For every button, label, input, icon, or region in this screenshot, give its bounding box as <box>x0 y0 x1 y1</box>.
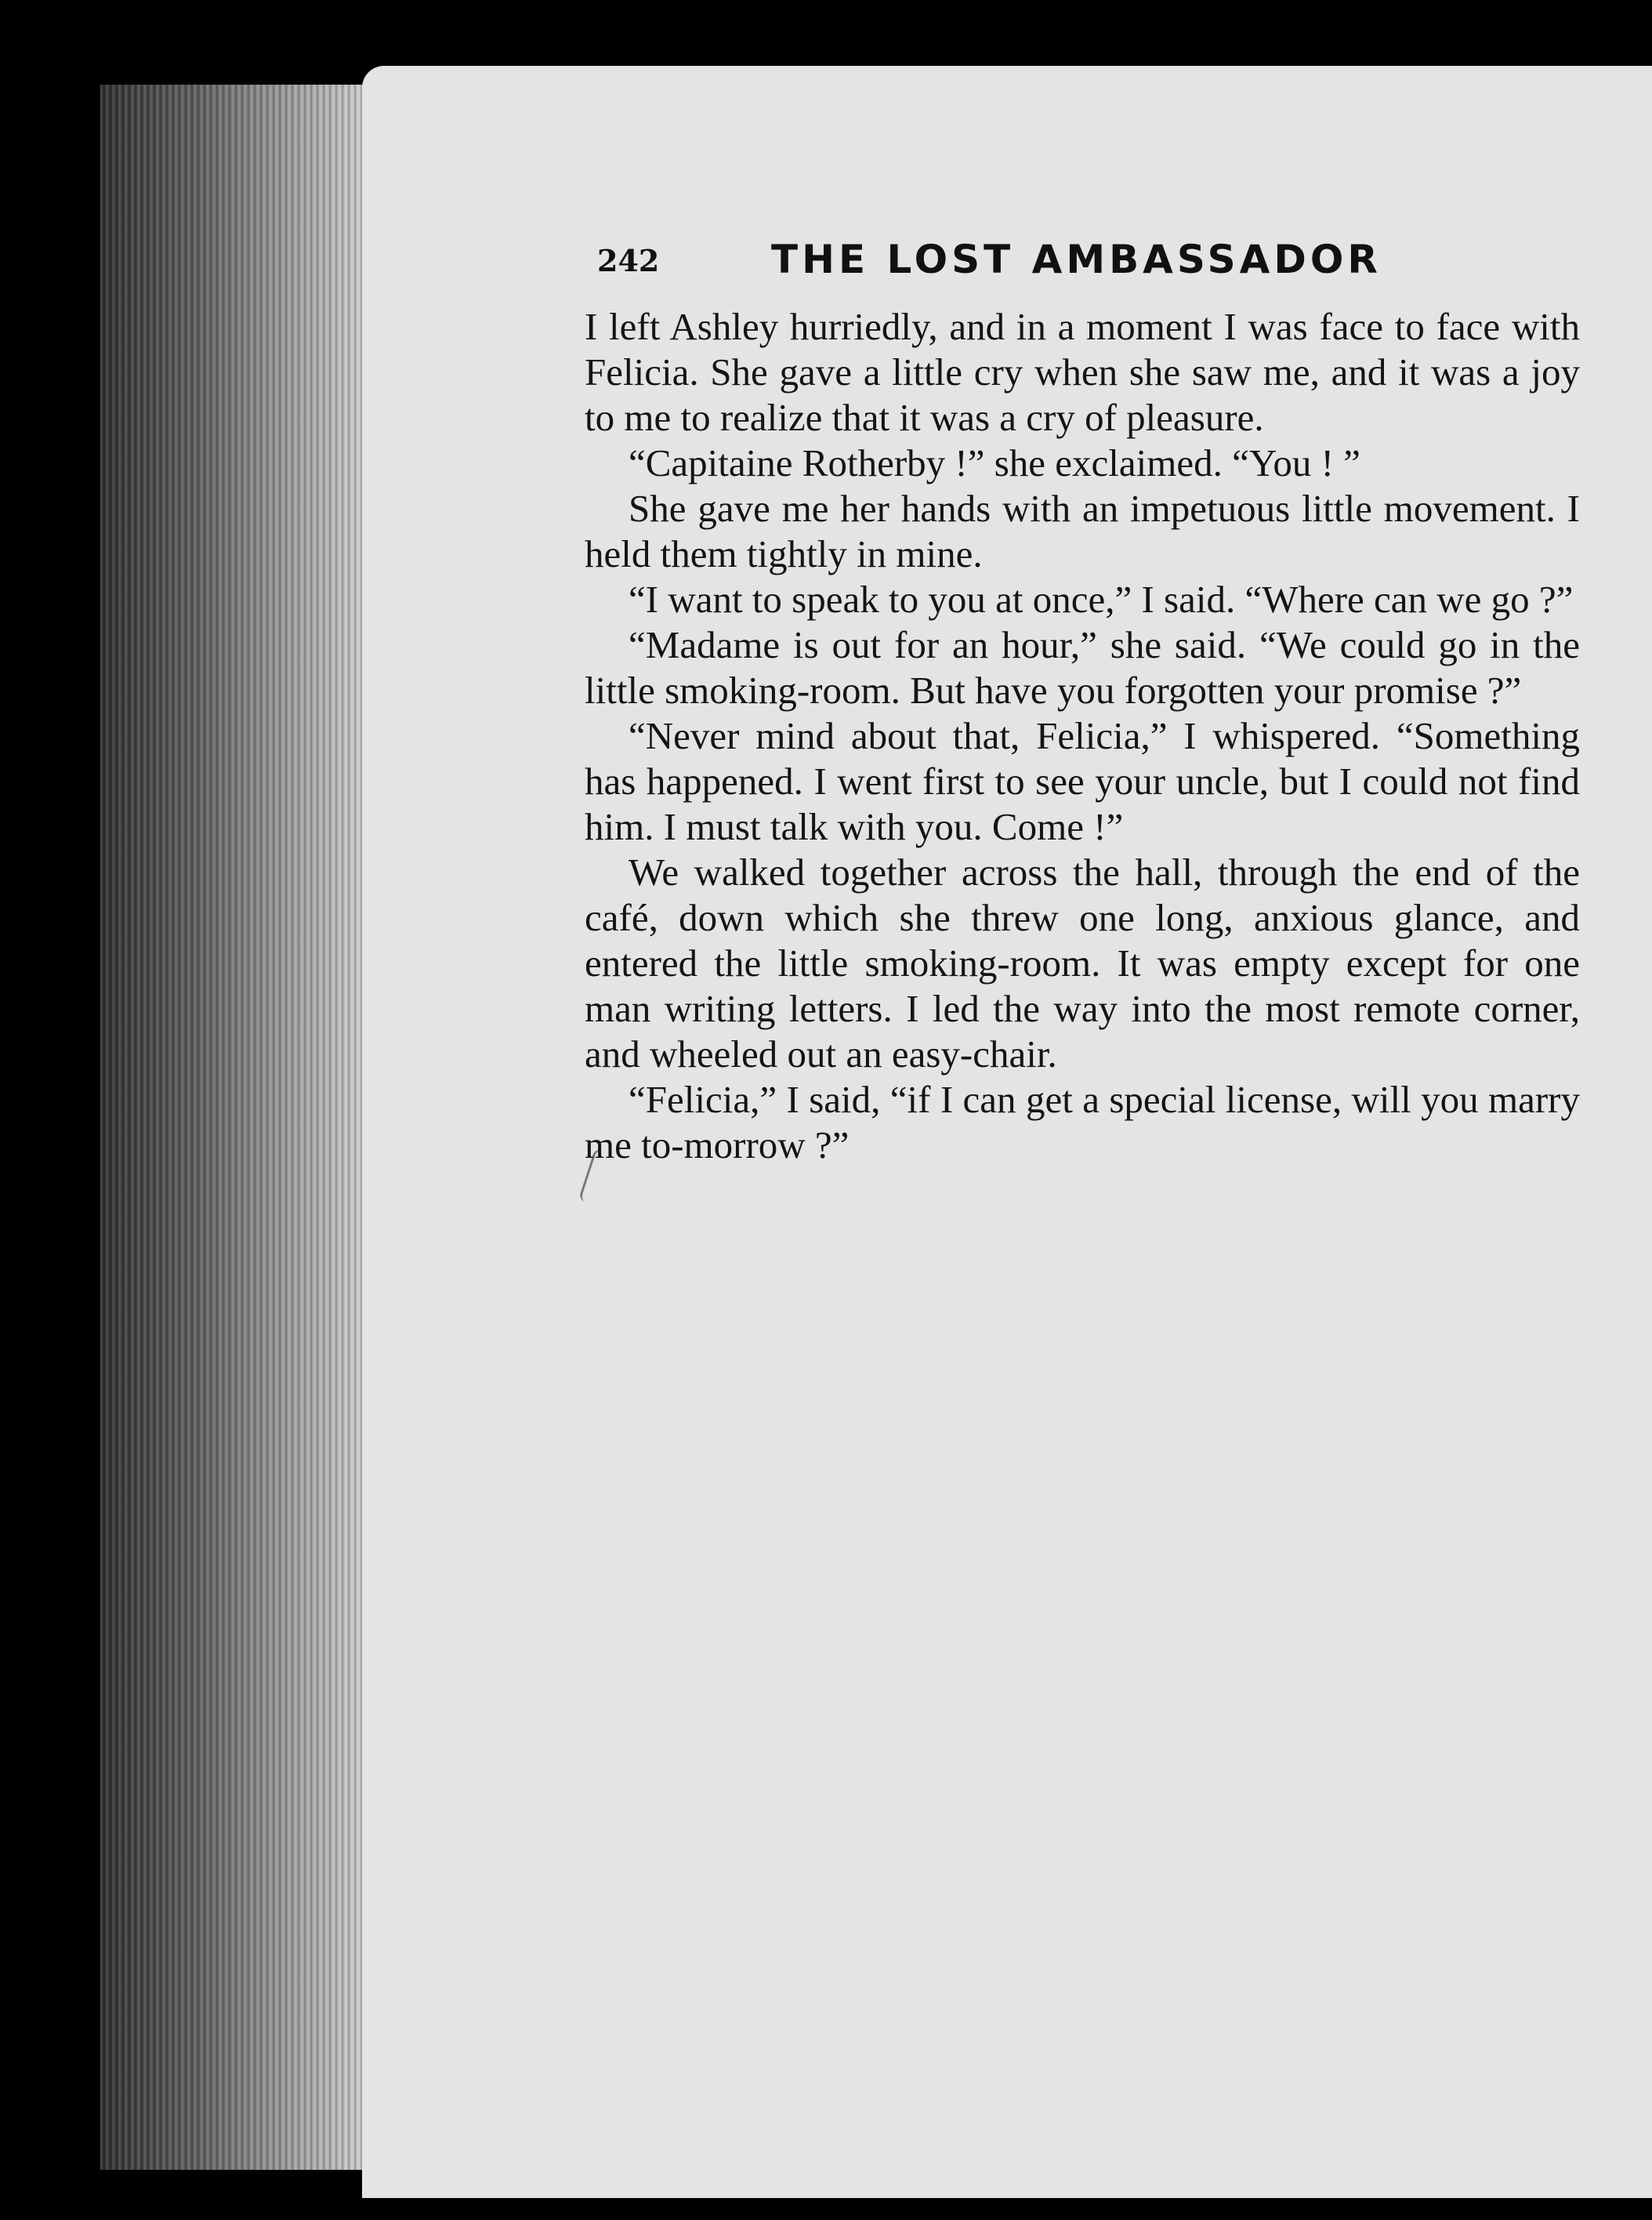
paragraph: “I want to speak to you at once,” I said. “Where can we go ?” <box>629 578 1574 621</box>
paragraph: We walked together across the hall, through the end of the café, down which she threw one long, anxious glance, and entered the little smoking-room. It was empty except for one man writing letters. I led the way into the most remote corner, and wheeled out an easy-chair. <box>585 851 1580 1076</box>
paragraph: I left Ashley hurriedly, and in a moment I was face to face with Felicia. She gave a little cry when she saw me, and it was a joy to me to realize that it was a cry of pleasure. <box>585 305 1580 439</box>
paragraph: “Felicia,” I said, “if I can get a special license, will you marry me to-morrow ?” <box>585 1078 1580 1166</box>
paragraph: “Never mind about that, Felicia,” I whispered. “Something has happened. I went first to see your uncle, but I could not find him. I must talk with you. Come !” <box>585 714 1580 848</box>
page-number: 242 <box>597 243 660 278</box>
page-paper <box>362 66 1652 2198</box>
paragraph: She gave me her hands with an impetuous little movement. I held them tightly in mine. <box>585 487 1580 575</box>
body-text <box>585 304 1580 1168</box>
paragraph: “Madame is out for an hour,” she said. “We could go in the little smoking-room. But have you forgotten your promise ?” <box>585 623 1580 712</box>
paragraph: “Capitaine Rotherby !” she exclaimed. “You ! ” <box>629 441 1360 484</box>
running-title: THE LOST AMBASSADOR <box>771 237 1382 282</box>
book-page-edges <box>100 85 367 2170</box>
page-header <box>597 237 1652 307</box>
